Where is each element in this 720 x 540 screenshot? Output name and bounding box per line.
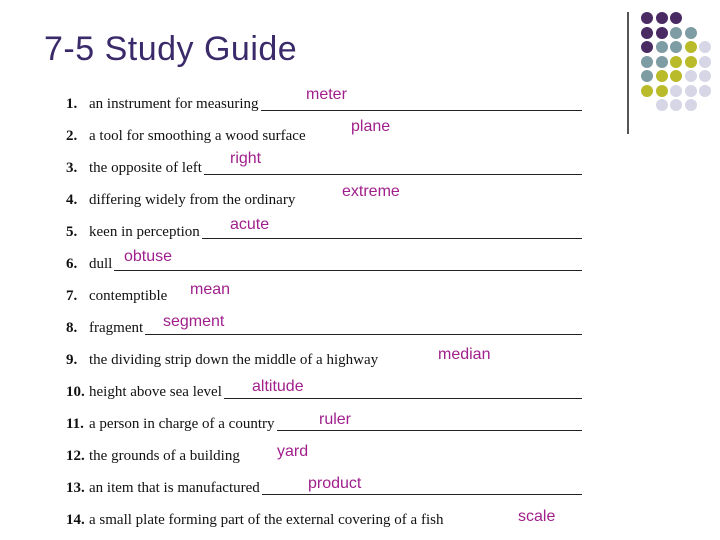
decorative-dot — [670, 12, 682, 24]
list-item — [66, 369, 582, 399]
decorative-dot — [656, 56, 668, 68]
item-answer: median — [438, 346, 491, 363]
decorative-dot — [685, 70, 697, 82]
decorative-dot — [670, 27, 682, 39]
decorative-dot — [699, 70, 711, 82]
item-clue: the dividing strip down the middle of a highway — [89, 352, 379, 368]
item-clue: height above sea level — [89, 384, 222, 400]
item-clue: an instrument for measuring — [89, 96, 259, 112]
decorative-dot — [656, 27, 668, 39]
decorative-dot — [685, 27, 697, 39]
item-number: 11. — [66, 416, 84, 432]
answer-line — [89, 334, 582, 335]
decorative-dot — [641, 27, 653, 39]
list-item — [66, 337, 582, 367]
decorative-dot — [699, 56, 711, 68]
decorative-dot — [656, 70, 668, 82]
list-item — [66, 113, 582, 143]
decorative-dot — [641, 41, 653, 53]
item-number: 2. — [66, 128, 78, 144]
list-item — [66, 465, 582, 495]
decorative-dot — [699, 41, 711, 53]
list-item — [66, 209, 582, 239]
decorative-dot — [670, 85, 682, 97]
item-answer: yard — [277, 443, 309, 460]
item-answer: scale — [518, 508, 556, 525]
decorative-dot — [670, 99, 682, 111]
decorative-dot — [641, 12, 653, 24]
item-answer: right — [230, 150, 262, 167]
decorative-dot — [656, 85, 668, 97]
item-clue: a small plate forming part of the external covering of a fish — [89, 512, 444, 528]
decorative-dot — [670, 70, 682, 82]
item-number: 9. — [66, 352, 78, 368]
decorative-dot — [670, 41, 682, 53]
item-answer: ruler — [319, 411, 352, 428]
item-clue: contemptible — [89, 288, 168, 304]
decorative-dot — [685, 56, 697, 68]
item-clue: a tool for smoothing a wood surface — [89, 128, 306, 144]
item-number: 4. — [66, 192, 78, 208]
item-number: 12. — [66, 448, 85, 464]
item-clue: dull — [89, 256, 113, 272]
item-number: 13. — [66, 480, 85, 496]
item-answer: altitude — [252, 378, 304, 395]
item-answer: meter — [306, 86, 347, 103]
decorative-dot — [685, 85, 697, 97]
answer-line — [89, 270, 582, 271]
list-item — [66, 401, 582, 431]
decorative-dot — [656, 99, 668, 111]
item-clue: the opposite of left — [89, 160, 202, 176]
item-clue: keen in perception — [89, 224, 200, 240]
list-item — [66, 305, 582, 335]
list-item — [66, 145, 582, 175]
item-number: 1. — [66, 96, 78, 112]
item-number: 10. — [66, 384, 85, 400]
list-item — [66, 273, 582, 303]
item-clue: a person in charge of a country — [89, 416, 275, 432]
item-answer: mean — [190, 281, 231, 298]
item-number: 14. — [66, 512, 85, 528]
item-number: 5. — [66, 224, 78, 240]
list-item — [66, 497, 582, 527]
list-item — [66, 81, 582, 111]
item-answer: acute — [230, 216, 270, 233]
item-clue: fragment — [89, 320, 144, 336]
item-answer: obtuse — [124, 248, 173, 265]
item-number: 7. — [66, 288, 78, 304]
decorative-dot — [641, 56, 653, 68]
decorative-dot — [656, 41, 668, 53]
list-item — [66, 241, 582, 271]
item-clue: an item that is manufactured — [89, 480, 260, 496]
item-answer: segment — [163, 313, 225, 330]
decorative-dot — [685, 99, 697, 111]
decorative-dot — [670, 56, 682, 68]
item-number: 6. — [66, 256, 78, 272]
decorative-dot — [641, 70, 653, 82]
item-answer: product — [308, 475, 362, 492]
item-clue: differing widely from the ordinary — [89, 192, 296, 208]
item-answer: extreme — [342, 183, 400, 200]
page-title: 7-5 Study Guide — [44, 30, 298, 68]
decorative-dot — [685, 41, 697, 53]
decorative-dot — [699, 85, 711, 97]
decorative-dot — [641, 85, 653, 97]
item-number: 8. — [66, 320, 78, 336]
list-item — [66, 433, 582, 463]
decorative-dot — [656, 12, 668, 24]
item-answer: plane — [351, 118, 391, 135]
item-clue: the grounds of a building — [89, 448, 240, 464]
item-number: 3. — [66, 160, 78, 176]
list-item — [66, 177, 582, 207]
